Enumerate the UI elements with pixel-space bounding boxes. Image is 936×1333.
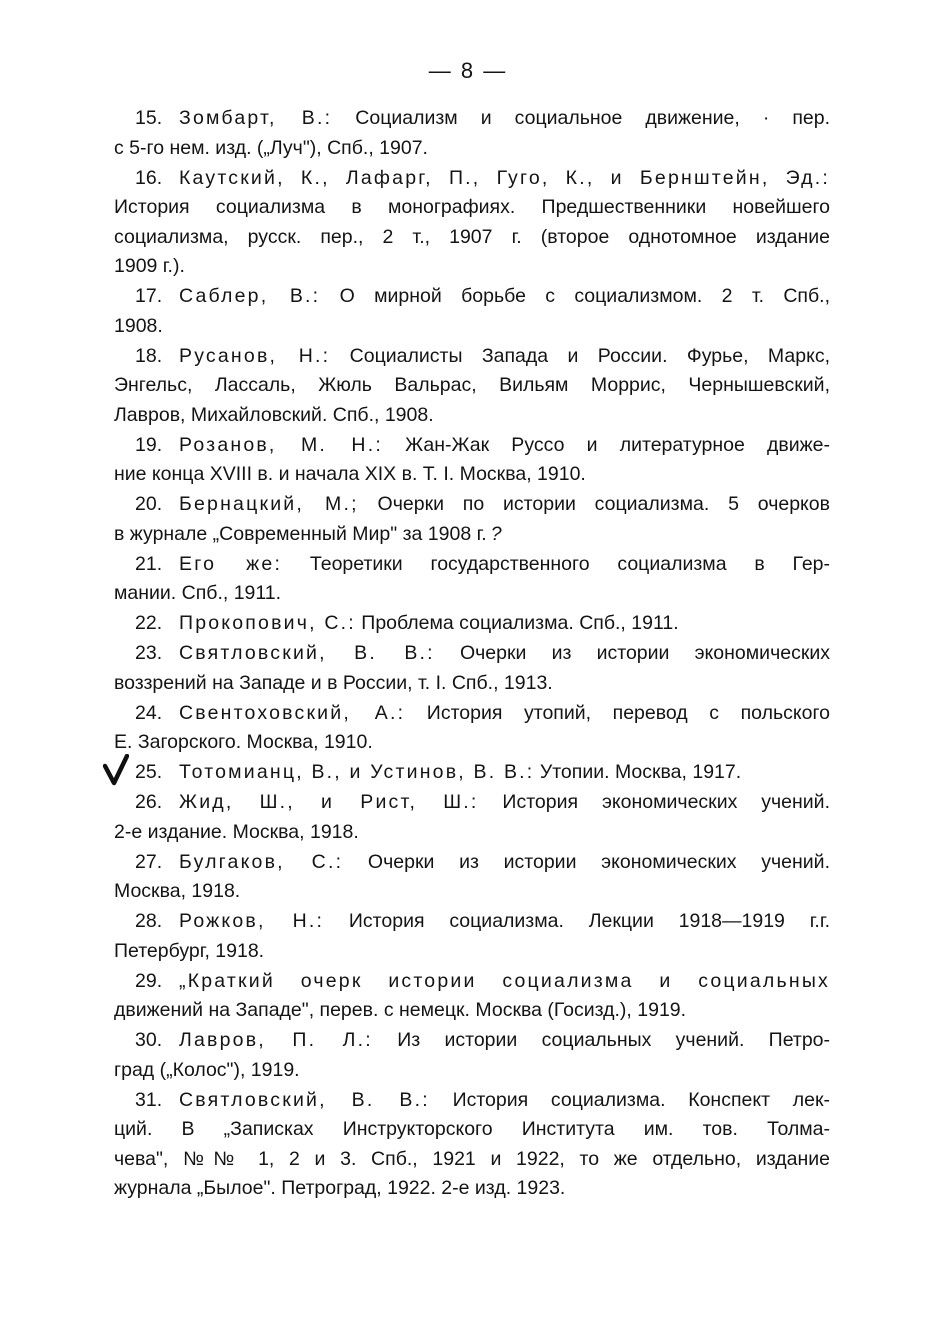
- entry-continuation-line: [114, 1115, 830, 1145]
- bibliography-entry: [114, 1026, 830, 1085]
- entry-text: Лавров, Михайловский. Спб., 1908.: [114, 403, 434, 426]
- handwritten-question-mark: ?: [490, 522, 502, 545]
- entry-continuation-line: [114, 371, 830, 401]
- entry-first-line: [114, 967, 830, 997]
- entry-text: с 5-го нем. изд. („Луч"), Спб., 1907.: [114, 136, 428, 159]
- entry-first-line: [114, 758, 830, 788]
- bibliography-entry: [114, 848, 830, 907]
- bibliography-entry: [114, 164, 830, 282]
- entry-number: 24.: [135, 701, 163, 724]
- entry-first-line: [114, 490, 830, 520]
- entry-first-line: [114, 609, 830, 639]
- entry-continuation-line: [114, 937, 830, 967]
- entry-text: Петербург, 1918.: [114, 939, 265, 962]
- entry-number: 29.: [135, 969, 163, 992]
- entry-author: Святловский, В. В.:: [179, 1088, 430, 1111]
- bibliography-entry: [114, 282, 830, 341]
- entry-continuation-line: [114, 818, 830, 848]
- entry-text: Е. Загорского. Москва, 1910.: [114, 731, 373, 753]
- bibliography-entry: [114, 639, 830, 698]
- entry-number: 22.: [135, 612, 163, 634]
- entry-first-line: [114, 639, 830, 669]
- entry-text: мании. Спб., 1911.: [114, 582, 282, 604]
- entry-continuation-line: [114, 1145, 830, 1175]
- bibliography-entry: [114, 431, 830, 490]
- entry-continuation-line: [114, 669, 830, 699]
- entry-text: Социализм и социальное движение, · пер.: [355, 107, 830, 129]
- entry-continuation-line: [114, 401, 830, 431]
- entry-author: Булгаков, С.:: [179, 850, 344, 873]
- bibliography-entry: [114, 104, 830, 163]
- entry-text: Утопии. Москва, 1917.: [539, 761, 742, 783]
- entry-first-line: [114, 550, 830, 580]
- entry-author: Зомбарт, В.:: [179, 107, 333, 129]
- entry-text: чева", №№ 1, 2 и 3. Спб., 1921 и 1922, то же отдельно, издание: [114, 1147, 830, 1170]
- entry-continuation-line: [114, 877, 830, 907]
- entry-author: Прокопович, С.:: [179, 612, 356, 634]
- entry-text: Очерки по истории социализма. 5 очерков: [377, 493, 830, 515]
- entry-first-line: [114, 164, 830, 194]
- entry-continuation-line: [114, 728, 830, 758]
- bibliography-entry: [114, 609, 830, 639]
- entry-author: Лавров, П. Л.:: [179, 1029, 373, 1051]
- entry-text: Очерки из истории экономических учений.: [367, 850, 830, 873]
- entry-text: воззрений на Западе и в России, т. I. Спб., 1913.: [114, 671, 553, 694]
- entry-first-line: [114, 104, 830, 134]
- entry-first-line: [114, 848, 830, 878]
- entry-author: Свентоховский, А.:: [179, 701, 406, 724]
- entry-text: Очерки из истории экономических: [459, 642, 830, 664]
- entry-number: 26.: [135, 791, 163, 813]
- entry-number: 28.: [135, 910, 163, 932]
- entry-continuation-line: [114, 223, 830, 253]
- entry-first-line: [114, 1026, 830, 1056]
- entry-first-line: [114, 342, 830, 372]
- entry-text: Жан-Жак Руссо и литературное движе-: [405, 433, 831, 456]
- handwritten-checkmark-icon: [103, 754, 129, 786]
- entry-text: Социалисты Запада и России. Фурье, Маркс,: [349, 344, 830, 367]
- entry-number: 25.: [135, 761, 163, 783]
- entry-author: Рожков, Н.:: [179, 910, 325, 932]
- page-number: — 8 —: [428, 58, 508, 83]
- entry-author: „Краткий очерк истории социализма и социальных: [179, 969, 830, 992]
- entry-author: Тотомианц, В., и Устинов, В. В.:: [179, 761, 535, 783]
- entry-author: Саблер, В.:: [179, 285, 321, 307]
- entry-number: 16.: [135, 166, 163, 189]
- entry-text: журнала „Былое". Петроград, 1922. 2-е изд. 1923.: [114, 1177, 566, 1199]
- bibliography-list: [114, 104, 830, 1204]
- entry-continuation-line: [114, 1174, 830, 1204]
- entry-author: Святловский, В. В.:: [179, 642, 435, 664]
- entry-text: История социализма. Лекции 1918—1919 г.г.: [348, 910, 830, 932]
- entry-number: 23.: [135, 642, 163, 664]
- bibliography-entry: [114, 699, 830, 758]
- entry-author: Бернацкий, М.;: [179, 493, 359, 515]
- entry-author: Русанов, Н.:: [179, 344, 331, 367]
- bibliography-entry: [114, 342, 830, 431]
- entry-author: Каутский, К., Лафарг, П., Гуго, К., и Бернштейн, Эд.:: [179, 166, 830, 189]
- entry-number: 21.: [135, 552, 163, 575]
- entry-continuation-line: [114, 579, 830, 609]
- entry-first-line: [114, 1086, 830, 1116]
- entry-first-line: [114, 699, 830, 729]
- entry-continuation-line: [114, 520, 830, 550]
- entry-author: Жид, Ш., и Рист, Ш.:: [179, 791, 479, 813]
- entry-number: 31.: [135, 1088, 163, 1111]
- entry-text: История экономических учений.: [502, 791, 830, 813]
- entry-continuation-line: [114, 252, 830, 282]
- entry-text: 1909 г.).: [114, 255, 185, 277]
- entry-text: Москва, 1918.: [114, 880, 241, 902]
- entry-text: История социализма. Конспект лек-: [452, 1088, 830, 1111]
- entry-continuation-line: [114, 312, 830, 342]
- entry-first-line: [114, 788, 830, 818]
- entry-text: движений на Западе", перев. с немецк. Москва (Госизд.), 1919.: [114, 999, 687, 1021]
- entry-continuation-line: [114, 134, 830, 164]
- entry-number: 19.: [135, 433, 163, 456]
- entry-continuation-line: [114, 193, 830, 223]
- entry-text: Энгельс, Лассаль, Жюль Вальрас, Вильям Моррис, Чернышевский,: [114, 374, 830, 396]
- entry-continuation-line: [114, 996, 830, 1026]
- entry-author: Розанов, М. Н.:: [179, 433, 383, 456]
- bibliography-entry: [114, 550, 830, 609]
- entry-text: 2-е издание. Москва, 1918.: [114, 820, 359, 843]
- bibliography-entry: [114, 490, 830, 549]
- entry-number: 30.: [135, 1029, 163, 1051]
- entry-text: Теоретики государственного социализма в Гер-: [309, 552, 830, 575]
- entry-text: 1908.: [114, 314, 163, 337]
- entry-first-line: [114, 431, 830, 461]
- entry-number: 20.: [135, 493, 163, 515]
- entry-text: Из истории социальных учений. Петро-: [397, 1029, 831, 1051]
- entry-first-line: [114, 282, 830, 312]
- entry-text: Проблема социализма. Спб., 1911.: [361, 612, 679, 634]
- bibliography-entry: [114, 967, 830, 1026]
- entry-number: 18.: [135, 344, 163, 367]
- entry-author: Его же:: [179, 552, 283, 575]
- entry-text: О мирной борьбе с социализмом. 2 т. Спб.,: [339, 285, 830, 307]
- entry-number: 27.: [135, 850, 163, 873]
- bibliography-entry: [114, 758, 830, 788]
- bibliography-entry: [114, 907, 830, 966]
- entry-text: ние конца XVIII в. и начала XIX в. Т. I. Москва, 1910.: [114, 463, 586, 485]
- entry-continuation-line: [114, 460, 830, 490]
- bibliography-entry: [114, 788, 830, 847]
- entry-text: град („Колос"), 1919.: [114, 1058, 300, 1081]
- entry-continuation-line: [114, 1056, 830, 1086]
- entry-text: социализма, русск. пер., 2 т., 1907 г. (второе однотомное издание: [114, 225, 830, 248]
- entry-number: 17.: [135, 285, 163, 307]
- entry-text: История социализма в монографиях. Предшественники новейшего: [114, 196, 830, 218]
- entry-first-line: [114, 907, 830, 937]
- entry-text: ций. В „Записках Инструкторского Института им. тов. Толма-: [114, 1118, 830, 1140]
- entry-text: в журнале „Современный Мир" за 1908 г.: [114, 522, 487, 545]
- entry-text: История утопий, перевод с польского: [426, 701, 830, 724]
- entry-number: 15.: [135, 107, 163, 129]
- bibliography-entry: [114, 1086, 830, 1204]
